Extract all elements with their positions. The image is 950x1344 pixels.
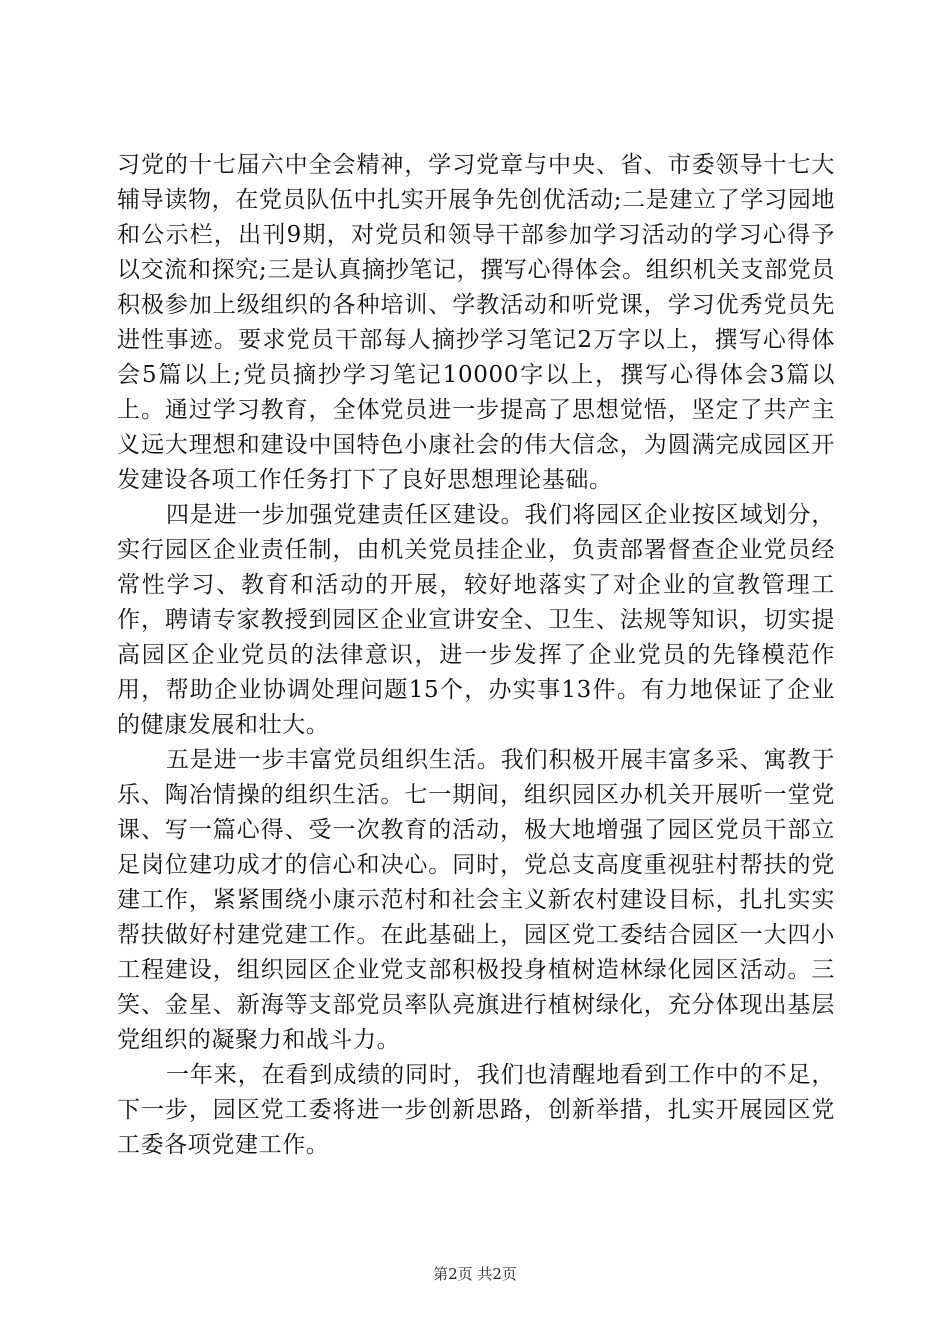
paragraph-responsibility-zone: 四是进一步加强党建责任区建设。我们将园区企业按区域划分，实行园区企业责任制，由机关党员挂企业，负责部署督查企业党员经常性学习、教育和活动的开展，较好地落实了对企业的宣教管理工作，聘请专家教授到园区企业宣讲安全、卫生、法规等知识，切实提高园区企业党员的法律意识，进一步发挥了企业党员的先锋模范作用，帮助企业协调处理问题15个，办实事13件。有力地保证了企业的健康发展和壮大。 (117, 502, 835, 738)
paragraph-conclusion: 一年来，在看到成绩的同时，我们也清醒地看到工作中的不足，下一步，园区党工委将进一步创新思路，创新举措，扎实开展园区党工委各项党建工作。 (117, 1062, 835, 1158)
document-body (117, 148, 835, 1163)
paragraph-study-continuation: 习党的十七届六中全会精神，学习党章与中央、省、市委领导十七大辅导读物，在党员队伍中扎实开展争先创优活动;二是建立了学习园地和公示栏，出刊9期，对党员和领导干部参加学习活动的学习心得予以交流和探究;三是认真摘抄笔记，撰写心得体会。组织机关支部党员积极参加上级组织的各种培训、学教活动和听党课，学习优秀党员先进性事迹。要求党员干部每人摘抄学习笔记2万字以上，撰写心得体会5篇以上;党员摘抄学习笔记10000字以上，撰写心得体会3篇以上。通过学习教育，全体党员进一步提高了思想觉悟，坚定了共产主义远大理想和建设中国特色小康社会的伟大信念，为圆满完成园区开发建设各项工作任务打下了良好思想理论基础。 (117, 152, 835, 493)
page-number-footer: 第2页 共2页 (433, 1265, 517, 1283)
paragraph-organization-life: 五是进一步丰富党员组织生活。我们积极开展丰富多采、寓教于乐、陶冶情操的组织生活。七一期间，组织园区办机关开展听一堂党课、写一篇心得、受一次教育的活动，极大地增强了园区党员干部立足岗位建功成才的信心和决心。同时，党总支高度重视驻村帮扶的党建工作，紧紧围绕小康示范村和社会主义新农村建设目标，扎扎实实帮扶做好村建党建工作。在此基础上，园区党工委结合园区一大四小工程建设，组织园区企业党支部积极投身植树造林绿化园区活动。三笑、金星、新海等支部党员率队亮旗进行植树绿化，充分体现出基层党组织的凝聚力和战斗力。 (117, 747, 835, 1053)
